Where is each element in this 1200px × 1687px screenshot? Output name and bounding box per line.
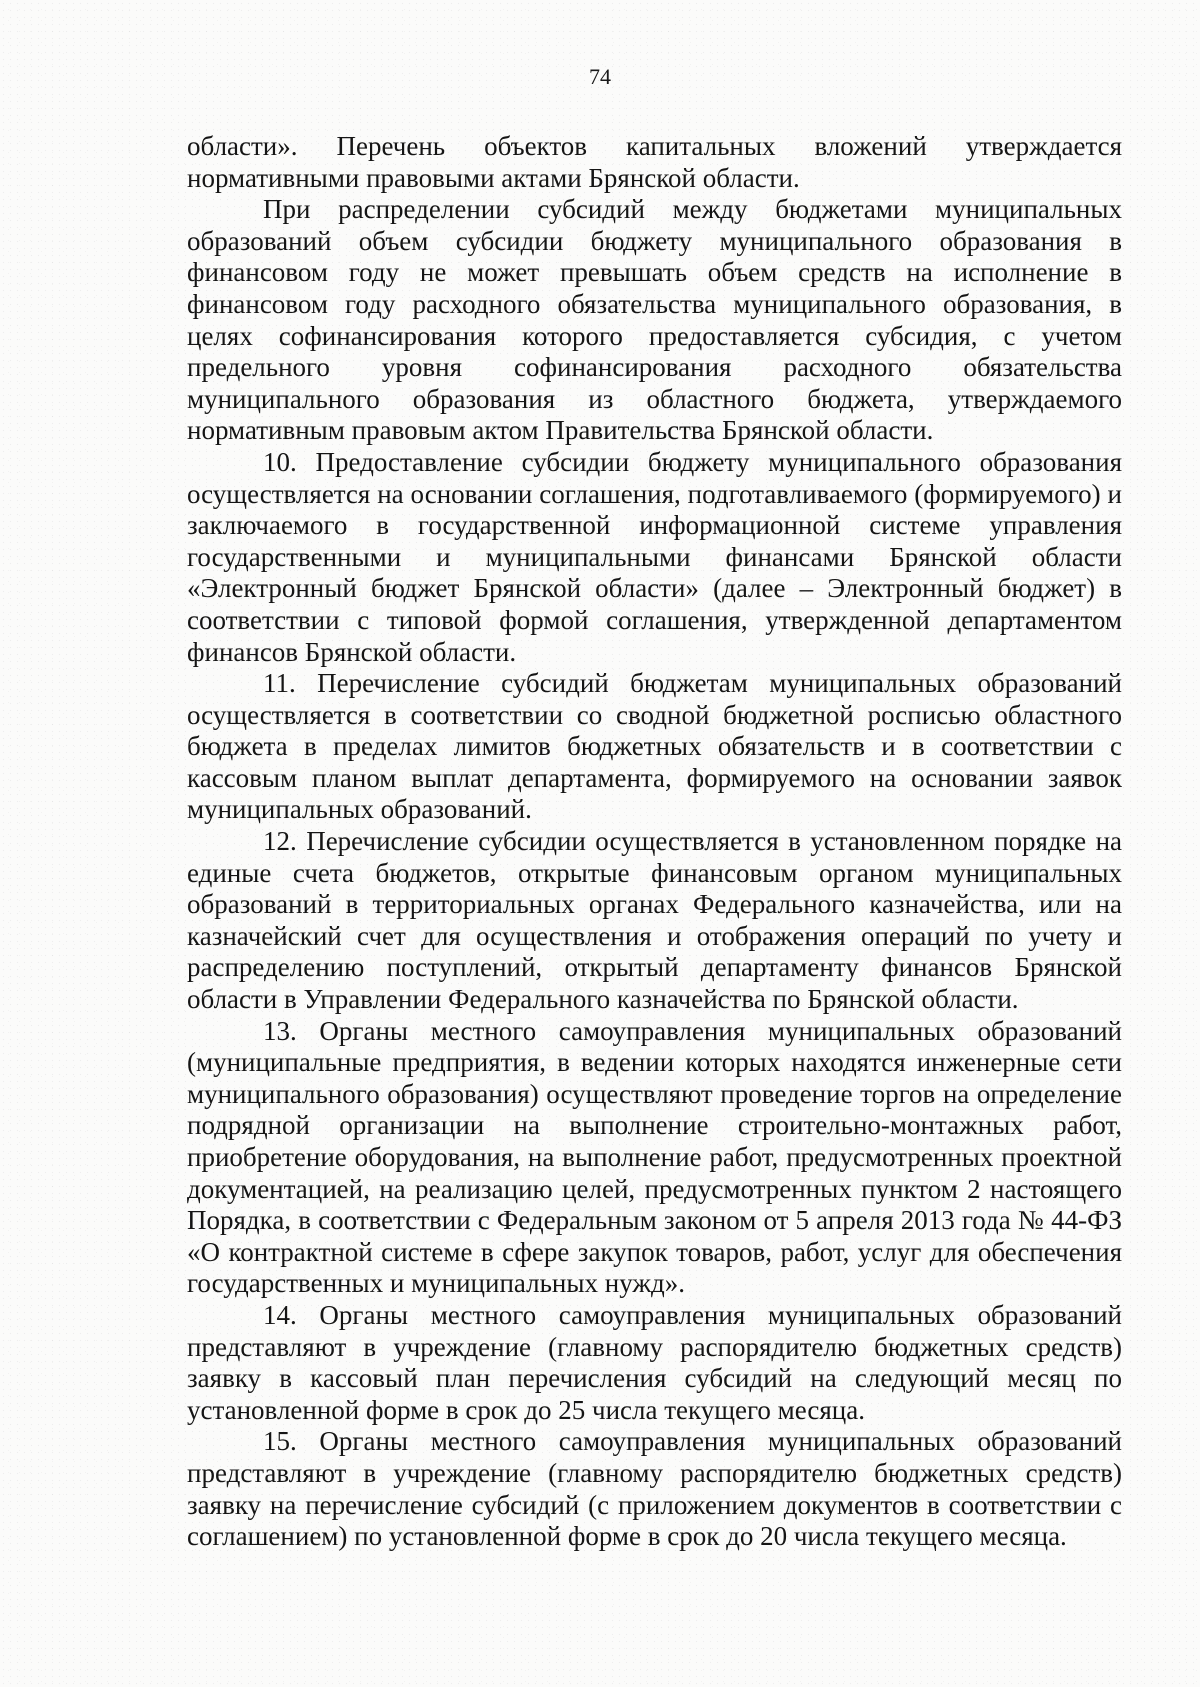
paragraph-item-13: 13. Органы местного самоуправления муниципальных образований (муниципальные предприятия, в ведении которых находятся инженерные сети муниципального образования) осуществляют проведение торгов на определение подрядной организации на выполнение строительно-монтажных работ, приобретение оборудования, на выполнение работ, предусмотренных проектной документацией, на реализацию целей, предусмотренных пунктом 2 настоящего Порядка, в соответствии с Федеральным законом от 5 апреля 2013 года № 44-ФЗ «О контрактной системе в сфере закупок товаров, работ, услуг для обеспечения государственных и муниципальных нужд». [187,1015,1122,1299]
paragraph-item-10: 10. Предоставление субсидии бюджету муниципального образования осуществляется на основании соглашения, подготавливаемого (формируемого) и заключаемого в государственной информационной системе управления государственными и муниципальными финансами Брянской области «Электронный бюджет Брянской области» (далее – Электронный бюджет) в соответствии с типовой формой соглашения, утвержденной департаментом финансов Брянской области. [187,446,1122,667]
paragraph-item-15: 15. Органы местного самоуправления муниципальных образований представляют в учреждение (главному распорядителю бюджетных средств) заявку на перечисление субсидий (с приложением документов в соответствии с соглашением) по установленной форме в срок до 20 числа текущего месяца. [187,1426,1122,1552]
document-body [187,131,1122,1553]
paragraph-continuation: области». Перечень объектов капитальных вложений утверждается нормативными правовыми актами Брянской области. [187,131,1122,193]
paragraph-item-11: 11. Перечисление субсидий бюджетам муниципальных образований осуществляется в соответствии со сводной бюджетной росписью областного бюджета в пределах лимитов бюджетных обязательств и в соответствии с кассовым планом выплат департамента, формируемого на основании заявок муниципальных образований. [187,668,1122,825]
page-number: 74 [589,64,611,89]
paragraph-item-12: 12. Перечисление субсидии осуществляется в установленном порядке на единые счета бюджетов, открытые финансовым органом муниципальных образований в территориальных органах Федерального казначейства, или на казначейский счет для осуществления и отображения операций по учету и распределению поступлений, открытый департаменту финансов Брянской области в Управлении Федерального казначейства по Брянской области. [187,826,1122,1015]
paragraph-subsidy-distribution: При распределении субсидий между бюджетами муниципальных образований объем субсидии бюджету муниципального образования в финансовом году не может превышать объем средств на исполнение в финансовом году расходного обязательства муниципального образования, в целях софинансирования которого предоставляется субсидия, с учетом предельного уровня софинансирования расходного обязательства муниципального образования из областного бюджета, утверждаемого нормативным правовым актом Правительства Брянской области. [187,194,1122,446]
paragraph-item-14: 14. Органы местного самоуправления муниципальных образований представляют в учреждение (главному распорядителю бюджетных средств) заявку в кассовый план перечисления субсидий на следующий месяц по установленной форме в срок до 25 числа текущего месяца. [187,1299,1122,1425]
